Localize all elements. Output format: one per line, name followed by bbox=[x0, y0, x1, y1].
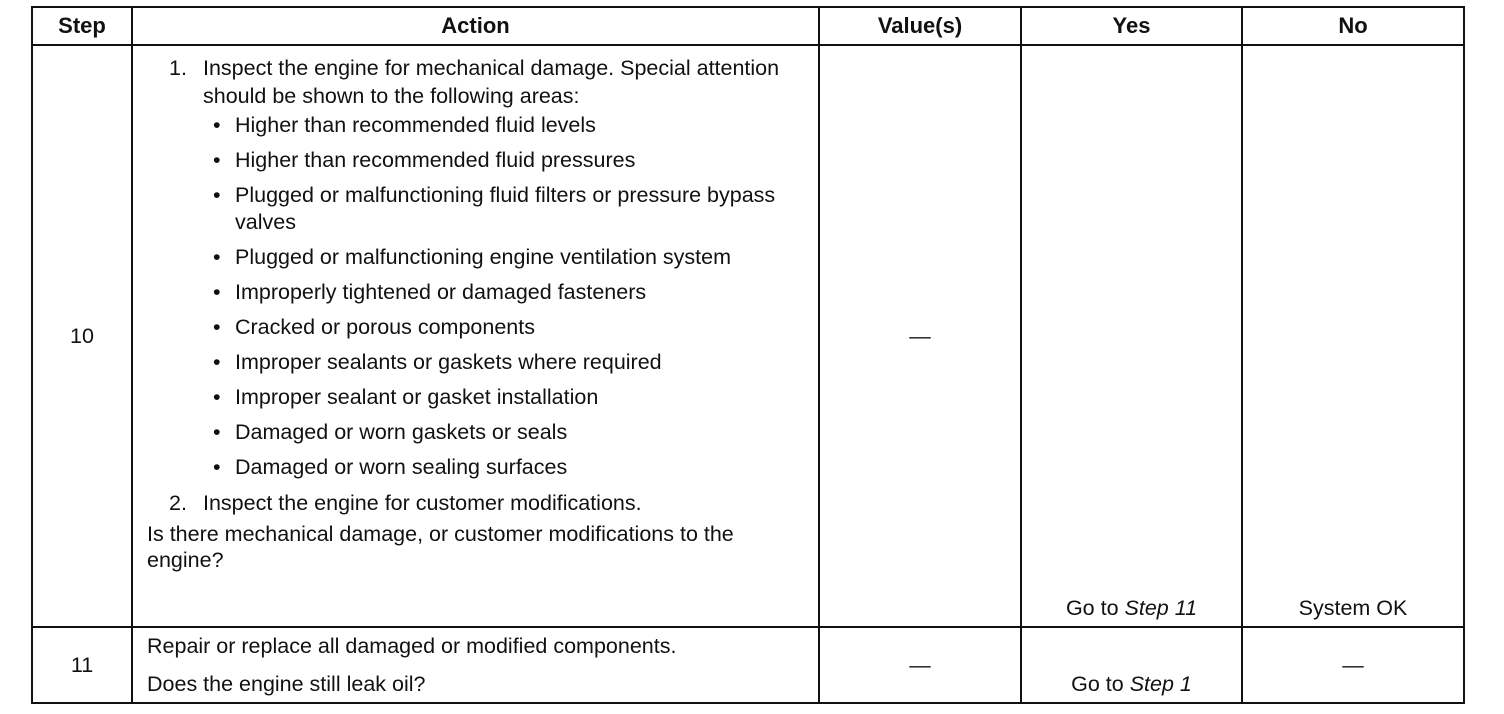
action-cell bbox=[132, 45, 819, 627]
table-row-step-10 bbox=[32, 45, 1464, 627]
item-text: Inspect the engine for mechanical damage. Special attention should be shown to the following areas: bbox=[203, 56, 780, 108]
yes-prefix: Go to bbox=[1071, 672, 1130, 696]
item-number: 2. bbox=[169, 491, 187, 515]
value-cell: — bbox=[819, 45, 1021, 627]
header-action: Action bbox=[132, 7, 819, 45]
no-cell: — bbox=[1242, 627, 1464, 703]
yes-prefix: Go to bbox=[1065, 596, 1125, 620]
yes-cell bbox=[1021, 627, 1242, 703]
yes-step-link: Step 11 bbox=[1124, 596, 1198, 620]
header-values: Value(s) bbox=[819, 7, 1021, 45]
step-number: 10 bbox=[32, 45, 132, 627]
yes-cell bbox=[1021, 45, 1242, 627]
list-item: • Improperly tightened or damaged fasteners bbox=[209, 279, 806, 306]
list-item: • Higher than recommended fluid pressures bbox=[209, 147, 806, 174]
action-item-2 bbox=[147, 489, 806, 517]
list-item: • Improper sealants or gaskets where required bbox=[209, 349, 806, 376]
table-row-step-11 bbox=[32, 627, 1464, 703]
action-text: Repair or replace all damaged or modified components. bbox=[147, 634, 677, 658]
diagnostic-question: Is there mechanical damage, or customer modifications to the engine? bbox=[147, 522, 734, 572]
item-text: Inspect the engine for customer modifications. bbox=[203, 491, 642, 515]
list-item: • Cracked or porous components bbox=[209, 314, 806, 341]
diagnostic-question: Does the engine still leak oil? bbox=[147, 672, 426, 696]
step-number: 11 bbox=[32, 627, 132, 703]
action-cell bbox=[132, 627, 819, 703]
no-cell: System OK bbox=[1242, 45, 1464, 627]
action-item-1 bbox=[147, 54, 806, 110]
value-cell: — bbox=[819, 627, 1021, 703]
list-item: • Damaged or worn sealing surfaces bbox=[209, 454, 806, 481]
header-step: Step bbox=[32, 7, 132, 45]
header-no: No bbox=[1242, 7, 1464, 45]
list-item: • Damaged or worn gaskets or seals bbox=[209, 419, 806, 446]
header-yes: Yes bbox=[1021, 7, 1242, 45]
item-number: 1. bbox=[169, 56, 187, 80]
list-item: • Improper sealant or gasket installation bbox=[209, 384, 806, 411]
yes-step-link: Step 1 bbox=[1129, 672, 1192, 696]
list-item: • Higher than recommended fluid levels bbox=[209, 112, 806, 139]
inspection-areas-list bbox=[147, 112, 806, 481]
diagnostic-table bbox=[31, 6, 1465, 704]
list-item: • Plugged or malfunctioning engine ventilation system bbox=[209, 244, 806, 271]
header-row bbox=[32, 7, 1464, 45]
list-item: • Plugged or malfunctioning fluid filters or pressure bypass valves bbox=[209, 182, 806, 236]
